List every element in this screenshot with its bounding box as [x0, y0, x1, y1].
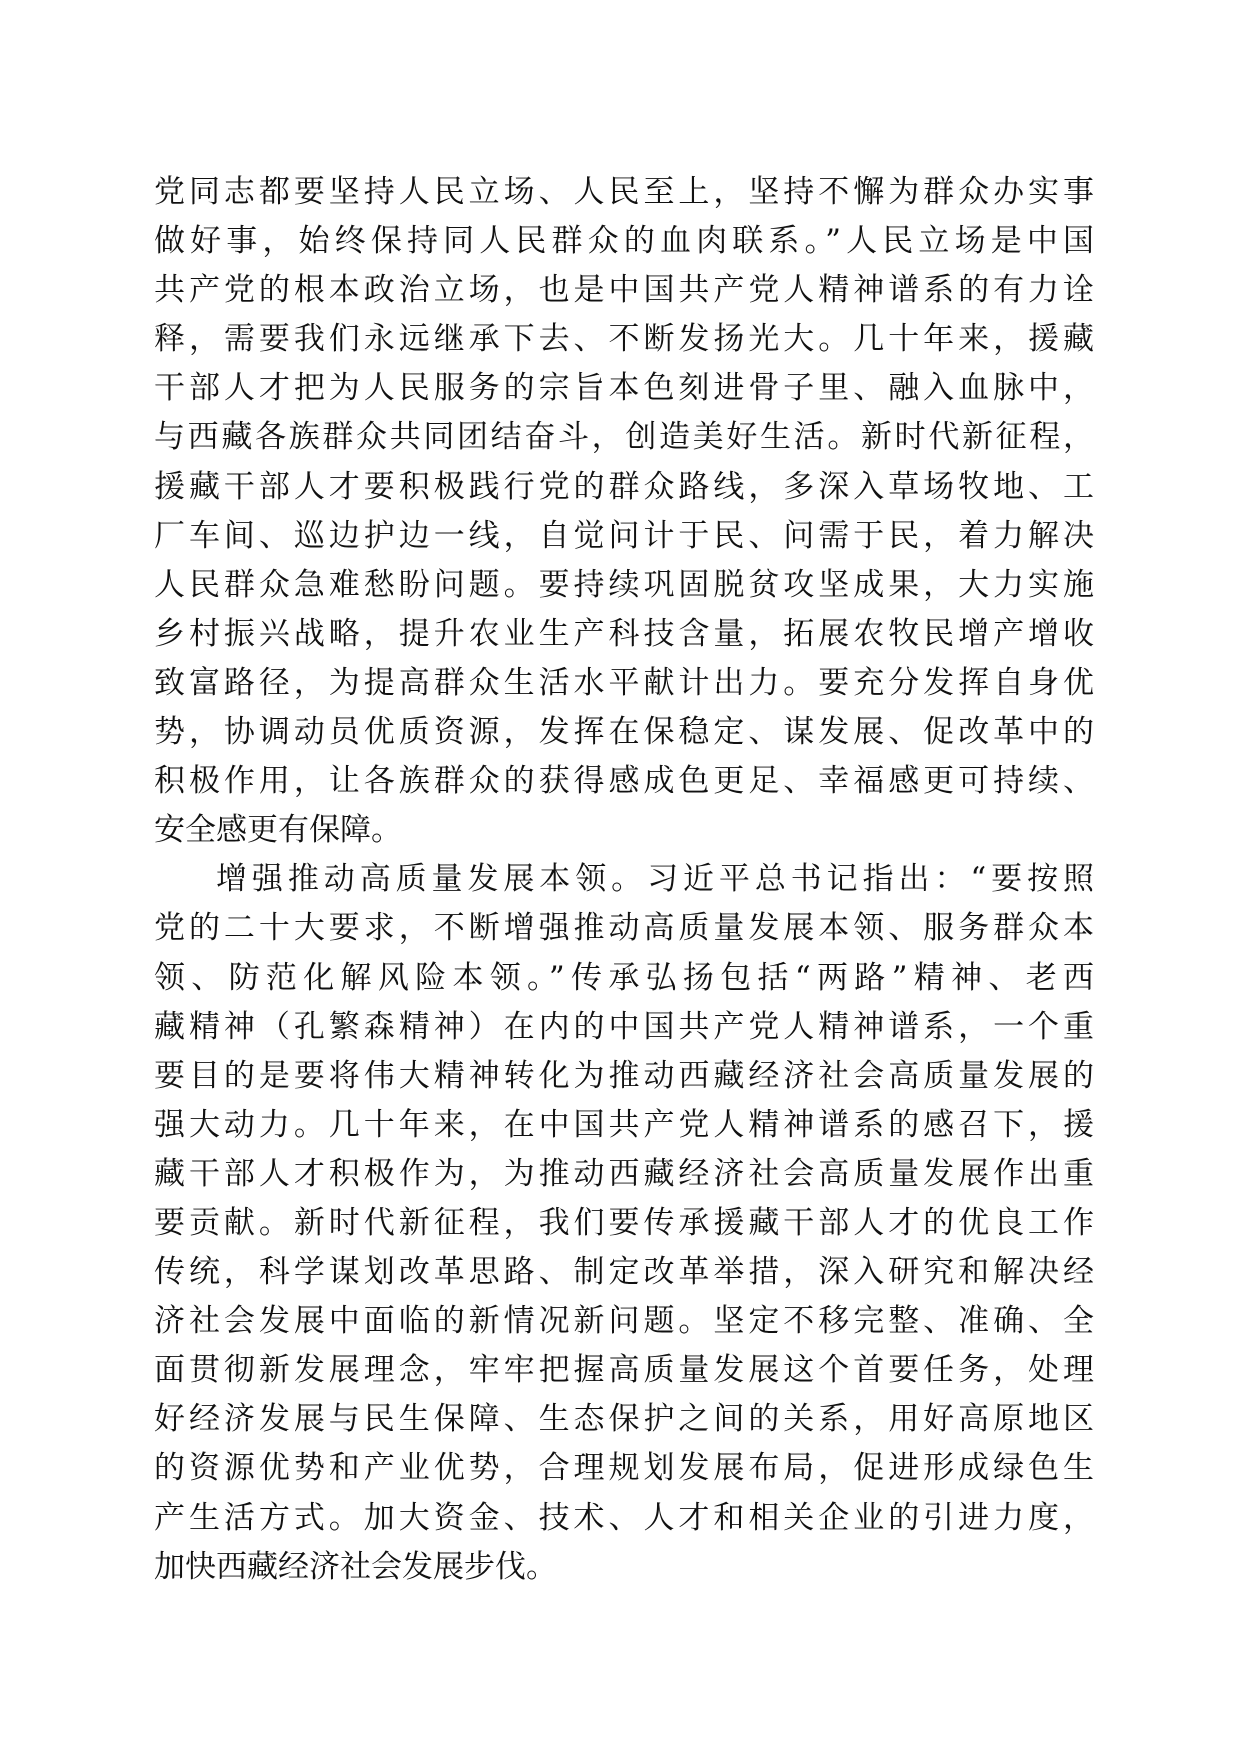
text-line: 厂车间、巡边护边一线，自觉问计于民、问需于民，着力解决: [154, 517, 1094, 554]
body-text: [154, 168, 1094, 1592]
text-line: 面贯彻新发展理念，牢牢把握高质量发展这个首要任务，处理: [154, 1352, 1094, 1389]
text-line: 要目的是要将伟大精神转化为推动西藏经济社会高质量发展的: [154, 1057, 1094, 1094]
text-line: 共产党的根本政治立场，也是中国共产党人精神谱系的有力诠: [154, 272, 1094, 309]
text-line: 党的二十大要求，不断增强推动高质量发展本领、服务群众本: [154, 910, 1094, 947]
text-line: 援藏干部人才要积极践行党的群众路线，多深入草场牧地、工: [154, 468, 1094, 505]
text-line: 党同志都要坚持人民立场、人民至上，坚持不懈为群众办实事: [154, 174, 1094, 210]
text-line: 藏干部人才积极作为，为推动西藏经济社会高质量发展作出重: [154, 1155, 1094, 1192]
text-line: 传统，科学谋划改革思路、制定改革举措，深入研究和解决经: [154, 1254, 1094, 1291]
text-line: 势，协调动员优质资源，发挥在保稳定、谋发展、促改革中的: [154, 714, 1094, 751]
text-line: 与西藏各族群众共同团结奋斗，创造美好生活。新时代新征程，: [154, 419, 1094, 456]
text-line: 人民群众急难愁盼问题。要持续巩固脱贫攻坚成果，大力实施: [154, 566, 1094, 603]
text-line: 积极作用，让各族群众的获得感成色更足、幸福感更可持续、: [154, 763, 1094, 800]
text-line: 要贡献。新时代新征程，我们要传承援藏干部人才的优良工作: [154, 1204, 1094, 1241]
text-line: 好经济发展与民生保障、生态保护之间的关系，用好高原地区: [154, 1401, 1094, 1438]
text-line: 藏精神（孔繁森精神）在内的中国共产党人精神谱系，一个重: [154, 1008, 1094, 1045]
text-line: 产生活方式。加大资金、技术、人才和相关企业的引进力度，: [154, 1499, 1094, 1536]
text-line: 干部人才把为人民服务的宗旨本色刻进骨子里、融入血脉中，: [154, 370, 1094, 407]
text-line: 做好事，始终保持同人民群众的血肉联系。”人民立场是中国: [154, 223, 1094, 260]
paragraph-2: [154, 855, 1094, 1591]
text-line: 强大动力。几十年来，在中国共产党人精神谱系的感召下，援: [154, 1106, 1094, 1143]
text-line: 安全感更有保障。: [154, 812, 402, 849]
text-line: 的资源优势和产业优势，合理规划发展布局，促进形成绿色生: [154, 1450, 1094, 1487]
text-line: 释，需要我们永远继承下去、不断发扬光大。几十年来，援藏: [154, 321, 1094, 358]
paragraph-1: [154, 168, 1094, 855]
text-line: 致富路径，为提高群众生活水平献计出力。要充分发挥自身优: [154, 664, 1094, 701]
text-line: 加快西藏经济社会发展步伐。: [154, 1548, 557, 1585]
text-line: 领、防范化解风险本领。”传承弘扬包括“两路”精神、老西: [154, 959, 1094, 996]
text-line: 乡村振兴战略，提升农业生产科技含量，拓展农牧民增产增收: [154, 615, 1094, 652]
paragraph-heading-line: 增强推动高质量发展本领。习近平总书记指出：“要按照: [216, 861, 1094, 898]
text-line: 济社会发展中面临的新情况新问题。坚定不移完整、准确、全: [154, 1303, 1094, 1340]
